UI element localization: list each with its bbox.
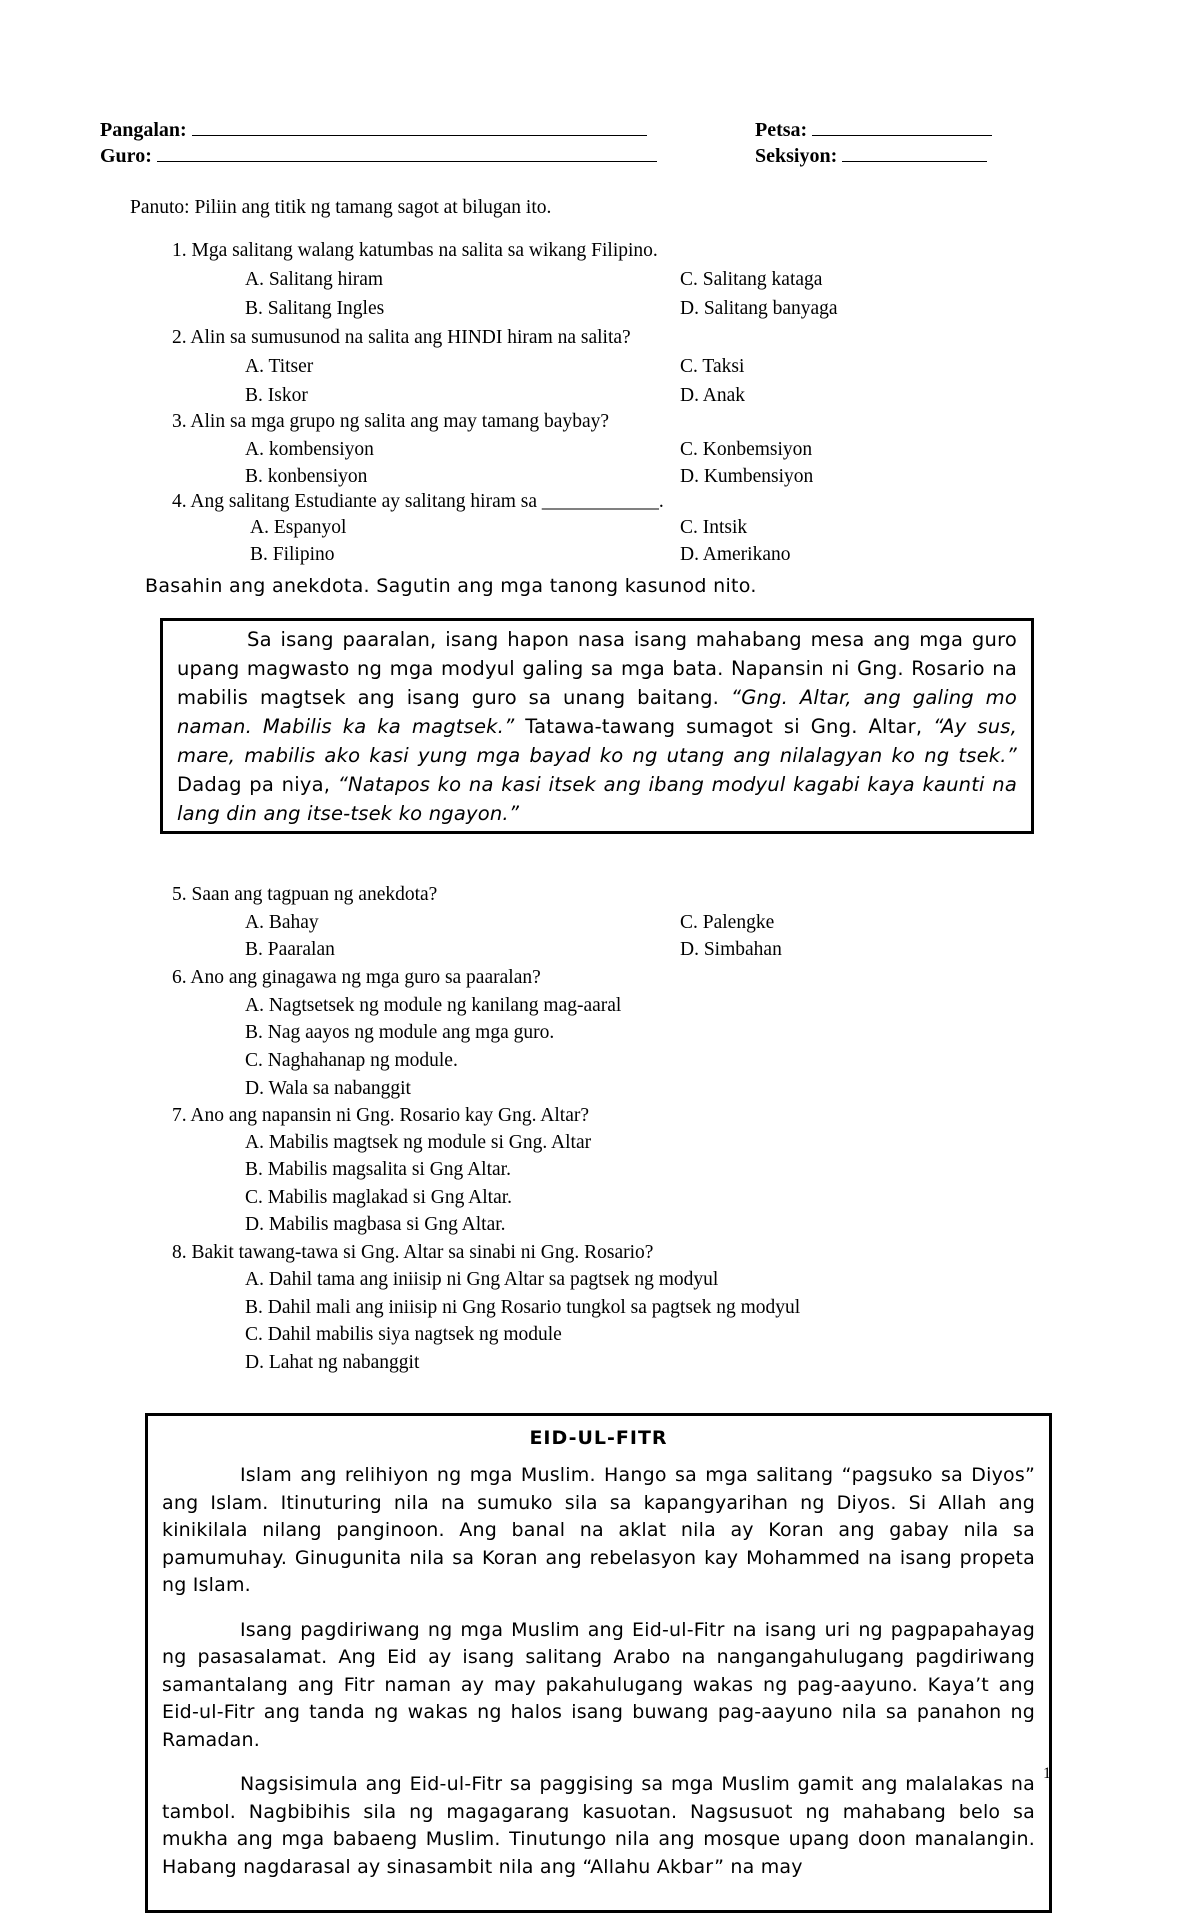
anecdote-part-3: Dadag pa niya, (177, 773, 338, 796)
question-5: 5. Saan ang tagpuan ng anekdota? (172, 884, 438, 905)
anecdote-quote-2: “Ay sus, mare, mabilis ako kasi yung mga bayad ko ng utang ang nilalagyan ko ng tsek.” (177, 715, 1018, 767)
q1-option-d[interactable]: D. Salitang banyaga (680, 298, 838, 319)
q8-option-d[interactable]: D. Lahat ng nabanggit (245, 1352, 420, 1373)
reading-paragraph-3: Nagsisimula ang Eid-ul-Fitr sa paggising sa mga Muslim gamit ang malalakas na tambol. Nagbibihis sila ng magagarang kasuotan. Nagsusuot ng mahabang belo sa mukha ang mga babaeng Muslim. Tinutungo nila ang mosque upang doon manalangin. Habang nagdarasal ay sinasambit nila ang “Allahu Akbar” na may (162, 1773, 1035, 1878)
anecdote-quote-1: “Gng. Altar, ang galing mo naman. Mabilis ka ka magtsek.” (177, 686, 1017, 738)
q5-option-a[interactable]: A. Bahay (245, 912, 319, 933)
name-blank[interactable] (192, 117, 647, 136)
question-2: 2. Alin sa sumusunod na salita ang HINDI hiram na salita? (172, 327, 631, 348)
anecdote-instruction: Basahin ang anekdota. Sagutin ang mga tanong kasunod nito. (145, 575, 757, 597)
page-number: 1 (1043, 1765, 1051, 1782)
question-1: 1. Mga salitang walang katumbas na salita sa wikang Filipino. (172, 240, 658, 261)
q7-option-d[interactable]: D. Mabilis magbasa si Gng Altar. (245, 1214, 506, 1235)
instructions: Panuto: Piliin ang titik ng tamang sagot at bilugan ito. (130, 197, 552, 218)
reading-paragraph-2: Isang pagdiriwang ng mga Muslim ang Eid-ul-Fitr na isang uri ng pagpapahayag ng pasasalamat. Ang Eid ay isang salitang Arabo na nangangahulugang pagdiriwang samantalang ang Fitr naman ay may pakahulugang wakas ng pag-aayuno. Kaya’t ang Eid-ul-Fitr ang tanda ng wakas ng halos isang buwang pag-aayuno nila sa panahon ng Ramadan. (162, 1618, 1035, 1751)
date-label: Petsa: (755, 119, 808, 141)
q6-option-a[interactable]: A. Nagtsetsek ng module ng kanilang mag-aaral (245, 995, 622, 1016)
q4-option-a[interactable]: A. Espanyol (250, 517, 347, 538)
section-label-row (755, 143, 987, 168)
q8-option-c[interactable]: C. Dahil mabilis siya nagtsek ng module (245, 1324, 562, 1345)
section-blank[interactable] (842, 143, 987, 162)
question-6: 6. Ano ang ginagawa ng mga guro sa paaralan? (172, 967, 541, 988)
q6-option-b[interactable]: B. Nag aayos ng module ang mga guro. (245, 1022, 555, 1043)
teacher-label-row (100, 143, 657, 168)
q7-option-a[interactable]: A. Mabilis magtsek ng module si Gng. Altar (245, 1132, 592, 1153)
reading-paragraph-1: Islam ang relihiyon ng mga Muslim. Hango sa mga salitang “pagsuko sa Diyos” ang Islam. Itinuturing nila na sumuko sila sa kapangyarihan ng Diyos. Si Allah ang kinikilala nilang panginoon. Ang banal na aklat nila ay Koran ang gabay nila sa pamumuhay. Ginugunita nila sa Koran ang rebelasyon kay Mohammed na isang propeta ng Islam. (162, 1464, 1035, 1596)
q5-option-b[interactable]: B. Paaralan (245, 939, 335, 960)
q2-option-a[interactable]: A. Titser (245, 356, 314, 377)
reading-box (145, 1413, 1052, 1913)
q7-option-c[interactable]: C. Mabilis maglakad si Gng Altar. (245, 1187, 513, 1208)
q1-option-a[interactable]: A. Salitang hiram (245, 269, 384, 290)
q3-option-b[interactable]: B. konbensiyon (245, 466, 368, 487)
q6-option-d[interactable]: D. Wala sa nabanggit (245, 1078, 411, 1099)
q4-option-c[interactable]: C. Intsik (680, 517, 748, 538)
q5-option-d[interactable]: D. Simbahan (680, 939, 782, 960)
question-3: 3. Alin sa mga grupo ng salita ang may tamang baybay? (172, 411, 610, 432)
q3-option-c[interactable]: C. Konbemsiyon (680, 439, 813, 460)
section-label: Seksiyon: (755, 145, 838, 167)
q1-option-b[interactable]: B. Salitang Ingles (245, 298, 385, 319)
q2-option-c[interactable]: C. Taksi (680, 356, 745, 377)
q8-option-b[interactable]: B. Dahil mali ang iniisip ni Gng Rosario tungkol sa pagtsek ng modyul (245, 1297, 801, 1318)
q2-option-b[interactable]: B. Iskor (245, 385, 308, 406)
anecdote-quote-3: “Natapos ko na kasi itsek ang ibang modyul kagabi kaya kaunti na lang din ang itse-tsek ko ngayon.” (177, 773, 1018, 825)
anecdote-part-2: Tatawa-tawang sumagot si Gng. Altar, (514, 715, 934, 738)
anecdote-part-1: Sa isang paaralan, isang hapon nasa isang mahabang mesa ang mga guro upang magwasto ng mga modyul galing sa mga bata. Napansin ni Gng. Rosario na mabilis magtsek ang isang guro sa unang baitang. (177, 628, 1017, 709)
date-label-row (755, 117, 992, 142)
q8-option-a[interactable]: A. Dahil tama ang iniisip ni Gng Altar sa pagtsek ng modyul (245, 1269, 719, 1290)
q4-option-d[interactable]: D. Amerikano (680, 544, 791, 565)
q6-option-c[interactable]: C. Naghahanap ng module. (245, 1050, 458, 1071)
reading-title: EID-UL-FITR (529, 1427, 668, 1449)
name-label: Pangalan: (100, 119, 187, 141)
question-4: 4. Ang salitang Estudiante ay salitang hiram sa ____________. (172, 491, 664, 512)
q4-option-b[interactable]: B. Filipino (250, 544, 335, 565)
anecdote-text (163, 621, 1031, 828)
anecdote-box (160, 618, 1034, 834)
q3-option-a[interactable]: A. kombensiyon (245, 439, 374, 460)
date-blank[interactable] (812, 117, 992, 136)
name-label-row (100, 117, 647, 142)
q3-option-d[interactable]: D. Kumbensiyon (680, 466, 814, 487)
q5-option-c[interactable]: C. Palengke (680, 912, 775, 933)
q7-option-b[interactable]: B. Mabilis magsalita si Gng Altar. (245, 1159, 511, 1180)
q2-option-d[interactable]: D. Anak (680, 385, 745, 406)
q1-option-c[interactable]: C. Salitang kataga (680, 269, 823, 290)
question-7: 7. Ano ang napansin ni Gng. Rosario kay Gng. Altar? (172, 1105, 590, 1126)
teacher-blank[interactable] (157, 143, 657, 162)
teacher-label: Guro: (100, 145, 152, 167)
question-8: 8. Bakit tawang-tawa si Gng. Altar sa sinabi ni Gng. Rosario? (172, 1242, 654, 1263)
